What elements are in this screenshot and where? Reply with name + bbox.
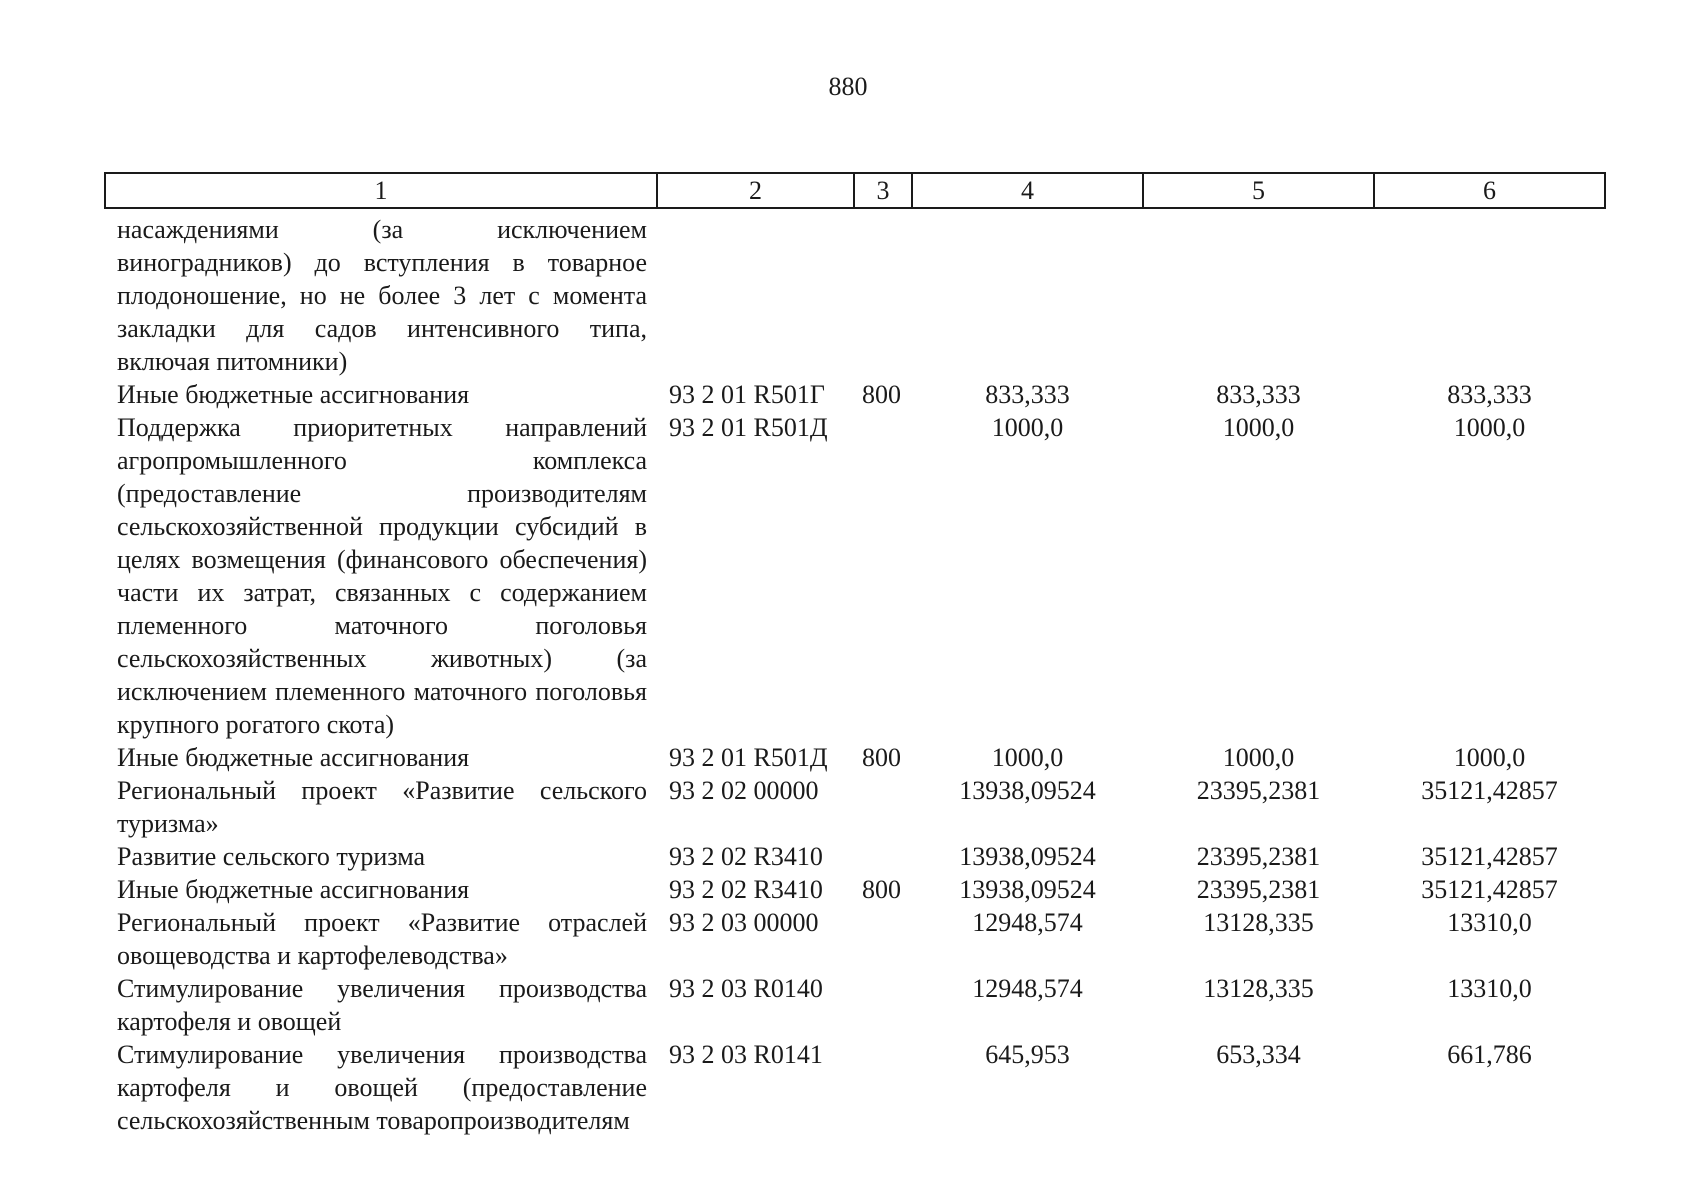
row-value-2 [1143,208,1374,378]
row-value-1 [912,208,1143,378]
row-value-1: 12948,574 [972,908,1083,937]
row-value-2: 1000,0 [1222,743,1295,772]
row-code: 93 2 01 R501Д [669,413,828,442]
row-value-3: 35121,42857 [1421,776,1558,805]
row-expense-type [854,208,912,378]
row-value-1: 1000,0 [991,743,1064,772]
row-code: 93 2 02 R3410 [669,875,823,904]
table-row [105,873,1605,906]
row-value-3: 661,786 [1447,1040,1532,1069]
row-name: Развитие сельского туризма [117,842,426,871]
row-value-2: 23395,2381 [1196,875,1321,904]
row-value-2: 1000,0 [1222,413,1295,442]
row-value-3: 35121,42857 [1421,875,1558,904]
row-name: Иные бюджетные ассигнования [117,380,470,409]
row-code: 93 2 02 00000 [669,776,819,805]
page-number: 880 [828,72,868,101]
header-col-1: 1 [105,173,657,208]
row-expense-type [854,906,912,972]
row-value-1: 833,333 [985,380,1070,409]
row-code: 93 2 03 R0141 [669,1040,823,1069]
row-value-2: 23395,2381 [1196,842,1321,871]
row-value-2: 13128,335 [1203,974,1314,1003]
row-code: 93 2 01 R501Д [669,743,828,772]
row-expense-type [854,972,912,1038]
row-code: 93 2 01 R501Г [669,380,825,409]
row-value-3: 833,333 [1447,380,1532,409]
row-code: 93 2 03 R0140 [669,974,823,1003]
row-expense-type: 800 [862,743,901,772]
row-value-1: 13938,09524 [959,842,1096,871]
table-row [105,972,1605,1038]
row-value-2: 653,334 [1216,1040,1301,1069]
row-expense-type [854,411,912,741]
header-col-4: 4 [912,173,1143,208]
row-value-2: 833,333 [1216,380,1301,409]
table-row [105,378,1605,411]
table-row [105,208,1605,378]
row-value-3: 1000,0 [1453,743,1526,772]
row-code: 93 2 03 00000 [669,908,819,937]
row-expense-type: 800 [862,380,901,409]
header-col-2: 2 [657,173,854,208]
header-col-5: 5 [1143,173,1374,208]
row-expense-type [854,840,912,873]
row-value-3: 35121,42857 [1421,842,1558,871]
table-row [105,840,1605,873]
table-row [105,774,1605,840]
row-value-3 [1374,208,1605,378]
budget-table [104,172,1606,1137]
table-row [105,741,1605,774]
row-value-2: 23395,2381 [1196,776,1321,805]
row-name: Поддержка приоритетных направлений агропромышленного комплекса (предоставление производителям сельскохозяйственной продукции субсидий в целях возмещения (финансового обеспечения) части их затрат, связанных с содержанием племенного маточного поголовья сельскохозяйственных животных) (за исключением племенного маточного поголовья крупного рогатого скота) [117,413,647,739]
table-row [105,1038,1605,1137]
row-name: Региональный проект «Развитие сельского туризма» [117,776,647,838]
row-name: Региональный проект «Развитие отраслей овощеводства и картофелеводства» [117,908,647,970]
row-value-3: 13310,0 [1447,908,1532,937]
row-code: 93 2 02 R3410 [669,842,823,871]
row-name: Иные бюджетные ассигнования [117,743,470,772]
row-value-1: 13938,09524 [959,776,1096,805]
table-body [105,208,1605,1137]
table-row [105,411,1605,741]
header-col-6: 6 [1374,173,1605,208]
row-value-3: 1000,0 [1453,413,1526,442]
table-header [105,173,1605,208]
row-expense-type [854,1038,912,1137]
row-value-1: 12948,574 [972,974,1083,1003]
budget-table-container [104,172,1604,1137]
table-row [105,906,1605,972]
row-value-2: 13128,335 [1203,908,1314,937]
header-row [105,173,1605,208]
row-expense-type [854,774,912,840]
row-value-3: 13310,0 [1447,974,1532,1003]
row-name: Иные бюджетные ассигнования [117,875,470,904]
row-name: насаждениями (за исключением виноградников) до вступления в товарное плодоношение, но не более 3 лет с момента закладки для садов интенсивного типа, включая питомники) [117,215,647,376]
row-name: Стимулирование увеличения производства картофеля и овощей (предоставление сельскохозяйственным товаропроизводителям [117,1040,647,1135]
row-value-1: 645,953 [985,1040,1070,1069]
row-value-1: 1000,0 [991,413,1064,442]
header-col-3: 3 [854,173,912,208]
row-value-1: 13938,09524 [959,875,1096,904]
row-code [657,208,854,378]
row-expense-type: 800 [862,875,901,904]
row-name: Стимулирование увеличения производства картофеля и овощей [117,974,647,1036]
